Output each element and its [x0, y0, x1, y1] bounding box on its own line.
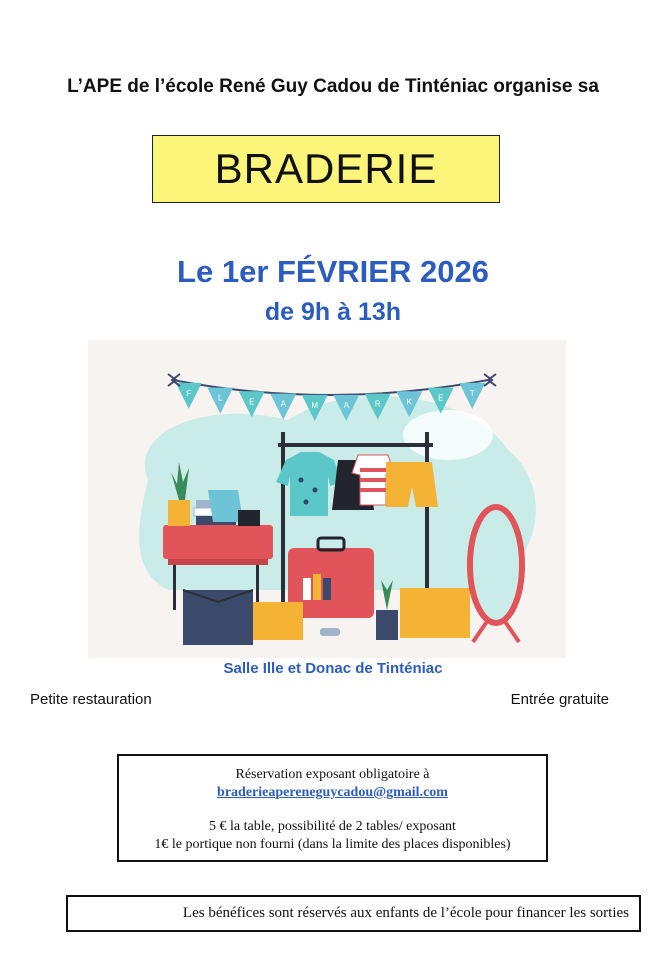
intro-text: L’APE de l’école René Guy Cadou de Tinténiac organise sa [67, 76, 599, 97]
bunting-letter: R [374, 399, 381, 409]
benefits-text: Les bénéfices sont réservés aux enfants de l’école pour financer les sorties [182, 905, 629, 921]
rack-price-text: 1€ le portique non fourni (dans la limite des places disponibles) [154, 837, 511, 852]
benefits-box [66, 895, 641, 932]
event-location: Salle Ille et Donac de Tinténiac [223, 660, 443, 677]
bunting-letter: E [249, 397, 255, 407]
flea-market-drawing [88, 340, 566, 658]
flea-market-illustration [88, 340, 566, 658]
title-banner [152, 135, 500, 203]
bunting-letter: F [186, 388, 192, 398]
bunting-letter: A [280, 399, 286, 409]
bunting-letter: T [469, 388, 475, 398]
reservation-email-link[interactable]: braderieapereneguycadou@gmail.com [217, 785, 448, 800]
bunting-letter: E [438, 393, 444, 403]
event-hours: de 9h à 13h [264, 298, 402, 326]
food-note: Petite restauration [30, 691, 152, 708]
reservation-intro: Réservation exposant obligatoire à [235, 767, 430, 782]
bunting-letter: L [218, 393, 223, 403]
table-price-text: 5 € la table, possibilité de 2 tables/ exposant [209, 819, 456, 834]
bunting-letter: A [343, 400, 349, 410]
bunting-letter: M [311, 400, 319, 410]
event-date: Le 1er FÉVRIER 2026 [177, 254, 489, 289]
entry-note: Entrée gratuite [510, 691, 609, 708]
title-text: BRADERIE [214, 145, 438, 192]
reservation-box [117, 754, 548, 862]
bunting-letter: K [406, 397, 412, 407]
